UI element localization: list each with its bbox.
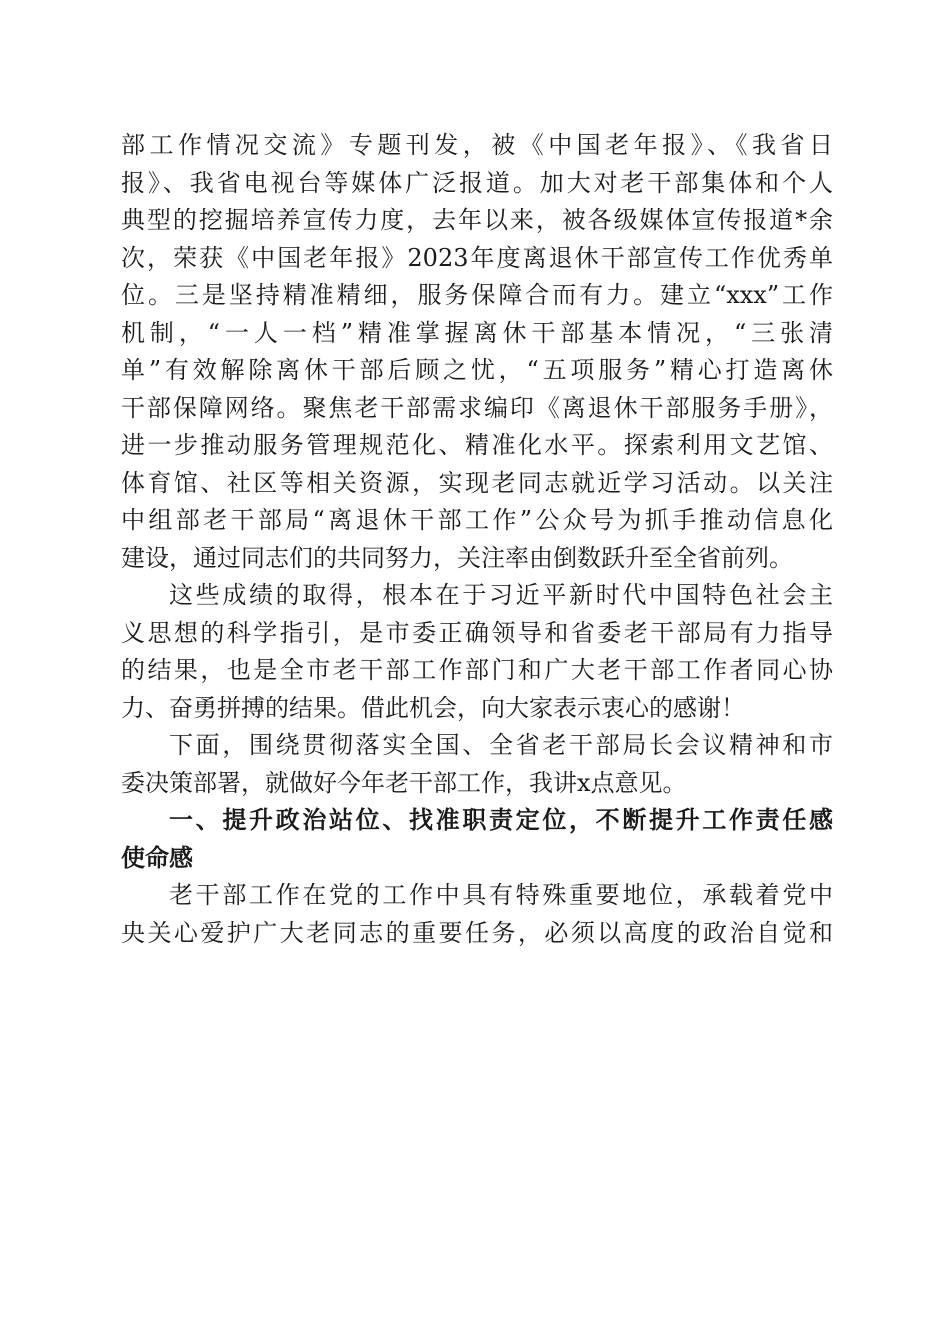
text-line: 这些成绩的取得，根本在于习近平新时代中国特色社会主 <box>169 581 833 609</box>
paragraph-intro <box>121 727 833 802</box>
heading-line: 使命感 <box>121 843 193 872</box>
paragraph-section1 <box>121 877 833 952</box>
text-line: 位。三是坚持精准精细，服务保障合而有力。建立“xxx”工作 <box>121 281 833 309</box>
text-line: 老干部工作在党的工作中具有特殊重要地位，承载着党中 <box>169 881 833 909</box>
text-line: 部工作情况交流》专题刊发，被《中国老年报》、《我省日 <box>121 131 833 159</box>
text-line: 单”有效解除离休干部后顾之忧，“五项服务”精心打造离休 <box>121 356 833 384</box>
paragraph-thanks <box>121 577 833 727</box>
text-line: 建设，通过同志们的共同努力，关注率由倒数跃升至全省前列。 <box>121 543 793 572</box>
heading-line: 一、提升政治站位、找准职责定位，不断提升工作责任感 <box>169 806 833 834</box>
text-line: 的结果，也是全市老干部工作部门和广大老干部工作者同心协 <box>121 656 833 684</box>
text-line: 报》、我省电视台等媒体广泛报道。加大对老干部集体和个人 <box>121 168 833 197</box>
text-line: 力、奋勇拼搏的结果。借此机会，向大家表示衷心的感谢！ <box>121 693 745 722</box>
text-line: 央关心爱护广大老同志的重要任务，必须以高度的政治自觉和 <box>121 918 833 947</box>
text-line: 进一步推动服务管理规范化、精准化水平。探索利用文艺馆、 <box>121 431 833 459</box>
document-body <box>121 127 833 952</box>
text-line: 下面，围绕贯彻落实全国、全省老干部局长会议精神和市 <box>169 731 833 759</box>
text-line: 体育馆、社区等相关资源，实现老同志就近学习活动。以关注 <box>121 468 833 497</box>
text-line: 典型的挖掘培养宣传力度，去年以来，被各级媒体宣传报道*余 <box>121 206 833 234</box>
section-heading-1 <box>121 802 833 877</box>
text-line: 委决策部署，就做好今年老干部工作，我讲x点意见。 <box>121 768 687 797</box>
text-line: 义思想的科学指引，是市委正确领导和省委老干部局有力指导 <box>121 618 833 647</box>
text-line: 干部保障网络。聚焦老干部需求编印《离退休干部服务手册》， <box>121 393 833 422</box>
text-line: 机制，“一人一档”精准掌握离休干部基本情况，“三张清 <box>121 318 833 347</box>
text-line: 次，荣获《中国老年报》2023年度离退休干部宣传工作优秀单 <box>121 243 833 272</box>
paragraph-achievements <box>121 127 833 577</box>
text-line: 中组部老干部局“离退休干部工作”公众号为抓手推动信息化 <box>121 506 833 534</box>
